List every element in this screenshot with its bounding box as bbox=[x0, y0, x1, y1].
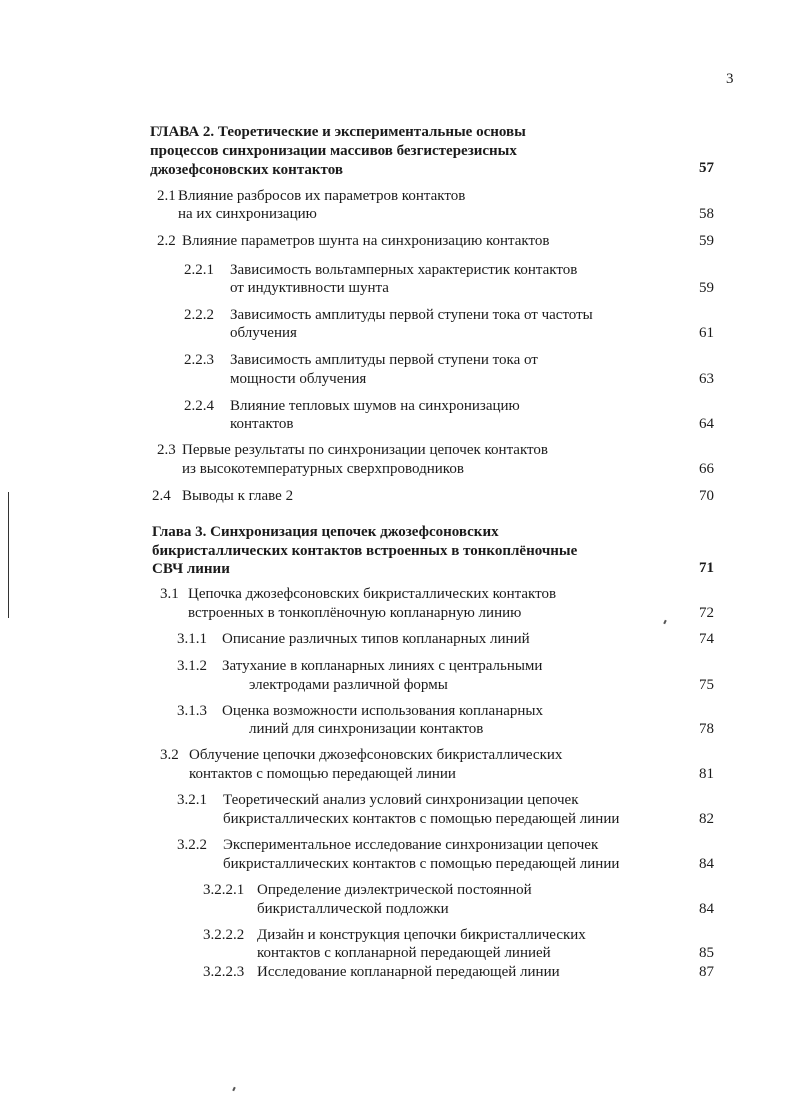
toc-title-3-2-2-1-line-2: бикристаллической подложки bbox=[257, 901, 449, 917]
toc-title-2-2-3-line-2: мощности облучения bbox=[230, 371, 367, 387]
toc-num-2-4: 2.4 bbox=[152, 488, 171, 504]
toc-page-2-2-3: 63 bbox=[699, 371, 714, 387]
toc-title-3-1-2-line-1: Затухание в копланарных линиях с центральными bbox=[222, 658, 543, 674]
toc-title-3-2-1-line-2: бикристаллических контактов с помощью передающей линии bbox=[223, 811, 620, 827]
scan-speck bbox=[232, 1087, 236, 1091]
toc-title-2-1-line-1: Влияние разбросов их параметров контактов bbox=[178, 188, 466, 204]
toc-title-2-2-3-line-1: Зависимость амплитуды первой ступени тока от bbox=[230, 352, 538, 368]
chapter-3-heading-line-3: СВЧ линии bbox=[152, 561, 230, 577]
toc-num-3-2-1: 3.2.1 bbox=[177, 792, 207, 808]
toc-page-3-2: 81 bbox=[699, 766, 714, 782]
toc-title-2-2-1-line-1: Зависимость вольтамперных характеристик контактов bbox=[230, 262, 578, 278]
toc-title-2-1-line-2: на их синхронизацию bbox=[178, 206, 317, 222]
toc-title-3-1-3-line-1: Оценка возможности использования копланарных bbox=[222, 703, 543, 719]
toc-num-2-3: 2.3 bbox=[157, 442, 176, 458]
toc-num-2-2-4: 2.2.4 bbox=[184, 398, 214, 414]
toc-page-3-1: 72 bbox=[699, 605, 714, 621]
toc-title-3-2-2-2-line-2: контактов с копланарной передающей линией bbox=[257, 945, 551, 961]
toc-title-2-2-4-line-2: контактов bbox=[230, 416, 294, 432]
chapter-3-heading-line-1: Глава 3. Синхронизация цепочек джозефсоновских bbox=[152, 524, 499, 540]
page-number: 3 bbox=[726, 71, 734, 87]
scan-speck bbox=[663, 620, 667, 624]
chapter-3-heading-line-2: бикристаллических контактов встроенных в тонкоплёночные bbox=[152, 543, 578, 559]
toc-num-2-2-3: 2.2.3 bbox=[184, 352, 214, 368]
toc-page-3-1-3: 78 bbox=[699, 721, 714, 737]
toc-page-2-2-1: 59 bbox=[699, 280, 714, 296]
toc-page-3-1-1: 74 bbox=[699, 631, 714, 647]
toc-page-3-2-2: 84 bbox=[699, 856, 714, 872]
toc-title-2-3-line-1: Первые результаты по синхронизации цепочек контактов bbox=[182, 442, 548, 458]
toc-num-3-2-2-3: 3.2.2.3 bbox=[203, 964, 245, 980]
toc-num-3-1-3: 3.1.3 bbox=[177, 703, 207, 719]
toc-num-3-1-1: 3.1.1 bbox=[177, 631, 207, 647]
toc-page-2-2: 59 bbox=[699, 233, 714, 249]
toc-title-3-1-2-line-2: электродами различной формы bbox=[249, 677, 448, 693]
toc-title-3-1-line-1: Цепочка джозефсоновских бикристаллических контактов bbox=[188, 586, 557, 602]
toc-title-3-2-line-1: Облучение цепочки джозефсоновских бикристаллических bbox=[189, 747, 563, 763]
toc-page-3-2-1: 82 bbox=[699, 811, 714, 827]
toc-title-2-3-line-2: из высокотемпературных сверхпроводников bbox=[182, 461, 464, 477]
toc-num-3-1: 3.1 bbox=[160, 586, 179, 602]
toc-num-3-2-2-2: 3.2.2.2 bbox=[203, 927, 245, 943]
toc-page-2-2-4: 64 bbox=[699, 416, 714, 432]
toc-num-3-2-2: 3.2.2 bbox=[177, 837, 207, 853]
toc-page-3-1-2: 75 bbox=[699, 677, 714, 693]
toc-page-2-3: 66 bbox=[699, 461, 714, 477]
toc-num-2-2-2: 2.2.2 bbox=[184, 307, 214, 323]
toc-title-3-1-1: Описание различных типов копланарных линий bbox=[222, 631, 530, 647]
toc-page-2-1: 58 bbox=[699, 206, 714, 222]
toc-num-3-2: 3.2 bbox=[160, 747, 179, 763]
toc-title-3-2-2-line-2: бикристаллических контактов с помощью передающей линии bbox=[223, 856, 620, 872]
scan-margin-line bbox=[8, 492, 9, 618]
toc-num-2-2-1: 2.2.1 bbox=[184, 262, 214, 278]
toc-title-2-2-2-line-2: облучения bbox=[230, 325, 297, 341]
chapter-2-heading-line-1: ГЛАВА 2. Теоретические и экспериментальные основы bbox=[150, 124, 526, 140]
toc-page-3-2-2-2: 85 bbox=[699, 945, 714, 961]
toc-title-3-2-2-3: Исследование копланарной передающей линии bbox=[257, 964, 560, 980]
toc-title-3-2-1-line-1: Теоретический анализ условий синхронизации цепочек bbox=[223, 792, 579, 808]
toc-num-2-2: 2.2 bbox=[157, 233, 176, 249]
toc-title-2-2-2-line-1: Зависимость амплитуды первой ступени тока от частоты bbox=[230, 307, 593, 323]
toc-title-3-2-2-2-line-1: Дизайн и конструкция цепочки бикристаллических bbox=[257, 927, 586, 943]
chapter-3-page: 71 bbox=[699, 560, 714, 576]
toc-title-2-2-4-line-1: Влияние тепловых шумов на синхронизацию bbox=[230, 398, 520, 414]
toc-title-3-1-3-line-2: линий для синхронизации контактов bbox=[249, 721, 484, 737]
toc-num-2-1: 2.1 bbox=[157, 188, 176, 204]
chapter-2-heading-line-2: процессов синхронизации массивов безгистерезисных bbox=[150, 143, 517, 159]
chapter-2-page: 57 bbox=[699, 160, 714, 176]
toc-num-3-2-2-1: 3.2.2.1 bbox=[203, 882, 245, 898]
toc-title-2-2-1-line-2: от индуктивности шунта bbox=[230, 280, 389, 296]
toc-title-2-4: Выводы к главе 2 bbox=[182, 488, 294, 504]
toc-title-3-2-2-line-1: Экспериментальное исследование синхронизации цепочек bbox=[223, 837, 599, 853]
toc-page-2-2-2: 61 bbox=[699, 325, 714, 341]
chapter-2-heading-line-3: джозефсоновских контактов bbox=[150, 162, 343, 178]
toc-title-2-2: Влияние параметров шунта на синхронизацию контактов bbox=[182, 233, 550, 249]
toc-title-3-2-2-1-line-1: Определение диэлектрической постоянной bbox=[257, 882, 532, 898]
toc-num-3-1-2: 3.1.2 bbox=[177, 658, 207, 674]
toc-page-3-2-2-1: 84 bbox=[699, 901, 714, 917]
toc-title-3-2-line-2: контактов с помощью передающей линии bbox=[189, 766, 456, 782]
toc-title-3-1-line-2: встроенных в тонкоплёночную копланарную линию bbox=[188, 605, 522, 621]
toc-page-2-4: 70 bbox=[699, 488, 714, 504]
toc-page-3-2-2-3: 87 bbox=[699, 964, 714, 980]
